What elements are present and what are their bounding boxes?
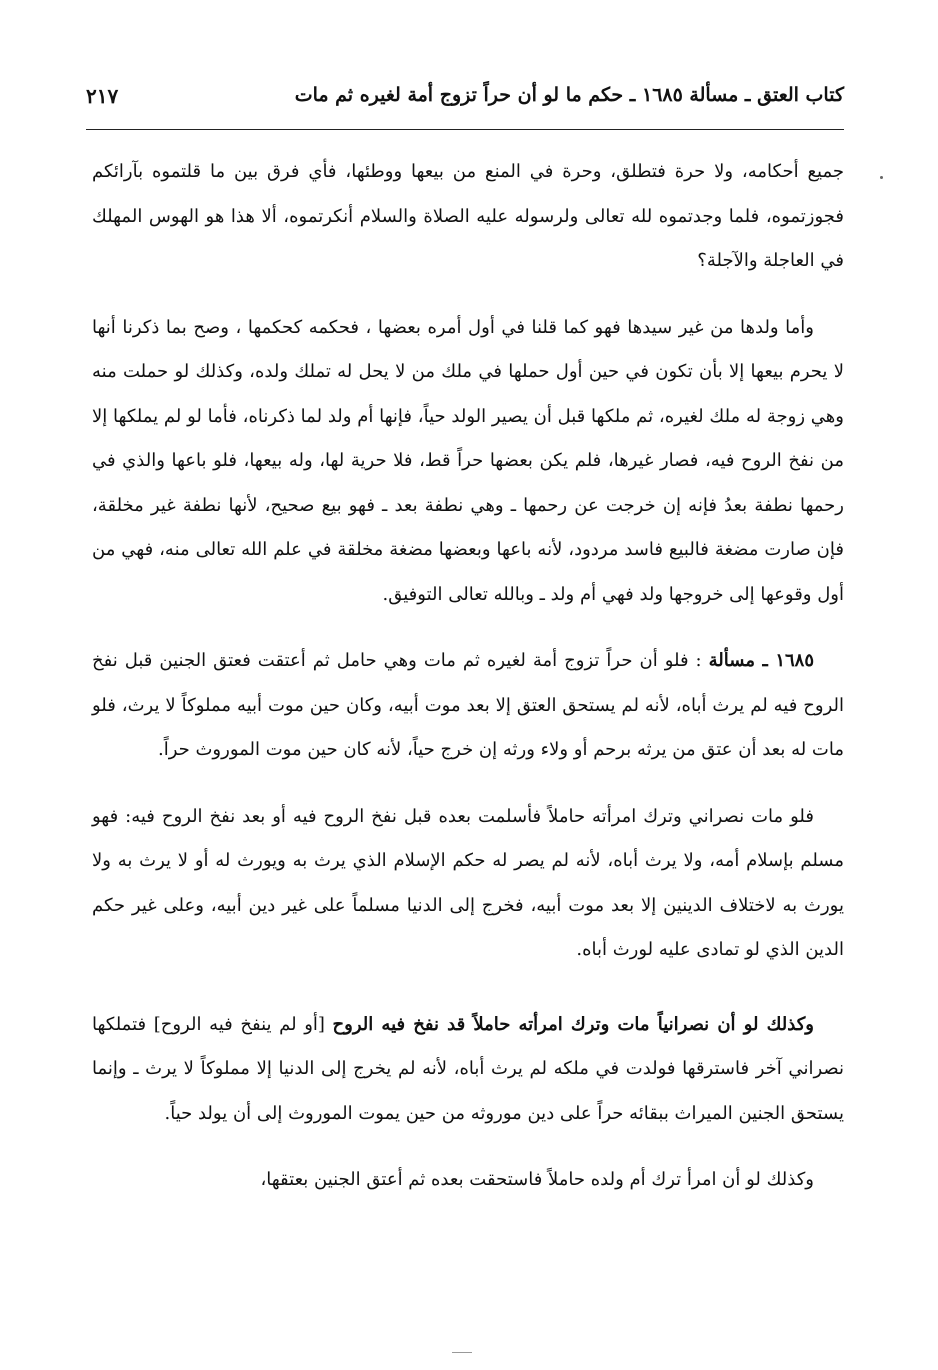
paragraph-4: فلو مات نصراني وترك امرأته حاملاً فأسلمت بعده قبل نفخ الروح فيه أو بعد نفخ الروح فيه: فهو مسلم بإسلام أمه، ولا يرث أباه، لأنه لم يصر له حكم الإسلام الذي يرث به ويورث له أو لا يرث به ولا يورث به لاختلاف الدينين إلا بعد موت أبيه، فخرج إلى الدنيا مسلماً على غير دين أبيه، وعلى غير حكم الدين الذي لو تمادى عليه لورث أباه.: [92, 805, 844, 960]
issue-number-label: ١٦٨٥ ـ مسألة: [708, 650, 815, 671]
paragraph-5-text: [أو لم ينفخ فيه الروح] فتملكها نصراني آخر فاسترقها فولدت في ملكه لم يرث أباه، لأنه لم يخرج إلى الدنيا إلا مملوكاً لا يرث ـ وإنما يستحق الجنين الميراث ببقائه حراً على دين موروثه من حين يموت الموروث إلى أن يولد حياً.: [92, 1013, 844, 1124]
paragraph-6: وكذلك لو أن امرأ ترك أم ولده حاملاً فاستحقت بعده ثم أعتق الجنين بعتقها،: [260, 1169, 814, 1190]
paragraph-5-bold-phrase: وكذلك لو أن نصرانياً مات وترك امرأته حاملاً قد نفخ فيه الروح: [332, 1013, 815, 1035]
running-header: [86, 80, 844, 130]
paragraph-1: جميع أحكامه، ولا حرة فتطلق، وحرة في المنع من بيعها ووطئها، فأي فرق بين ما قلتموه بآرائكم فجوزتموه، فلما وجدتموه لله تعالى ولرسوله عليه الصلاة والسلام أنكرتموه، ألا هذا هو الهوس المهلك في العاجلة والآجلة؟: [92, 161, 844, 271]
scan-speck: [880, 176, 883, 179]
issue-1685-text: : فلو أن حراً تزوج أمة لغيره ثم مات وهي حامل ثم أعتقت فعتق الجنين قبل نفخ الروح فيه لم يرث أباه، لأنه لم يستحق العتق إلا بعد موت أبيه، وكان حين موت أبيه مملوكاً لا يرث، فلو مات له بعد أن عتق من يرثه برحم أو ولاء ورثه إن خرج حياً، لأنه كان حين موت الموروث حراً.: [92, 650, 844, 760]
paragraph-5: [92, 1003, 844, 1137]
header-title: كتاب العتق ـ مسألة ١٦٨٥ ـ حكم ما لو أن حراً تزوج أمة لغيره ثم مات: [294, 84, 844, 106]
header-divider: [86, 129, 844, 130]
body-text: [92, 150, 844, 1225]
issue-1685-paragraph: [92, 639, 844, 773]
scan-mark: [452, 1352, 472, 1353]
page-number: ٢١٧: [86, 84, 119, 108]
paragraph-2: وأما ولدها من غير سيدها فهو كما قلنا في أول أمره بعضها ، فحكمه كحكمها ، وصح بما ذكرنا أنها لا يحرم بيعها إلا بأن تكون في حين أول حملها في ملك من لا يحل له تملك ولده، وكذلك لو حملت منه وهي زوجة له ملك لغيره، ثم ملكها قبل أن يصير الولد حياً، فإنها أم ولد لما ذكرناه، فأما لو لم يملكها إلا من نفخ الروح فيه، فصار غيرها، فلم يكن بعضها حراً قط، فلا حرية لها، وله بيعها، فلو باعها والذي في رحمها نطفة بعدُ فإنه إن خرجت عن رحمها ـ وهي نطفة بعد ـ فهو بيع صحيح، لأنها نطفة غير مخلقة، فإن صارت مضغة فالبيع فاسد مردود، لأنه باعها وبعضها مضغة مخلقة في علم الله تعالى منه، فهي من أول وقوعها إلى خروجها ولد فهي أم ولد ـ وبالله تعالى التوفيق.: [92, 316, 844, 605]
